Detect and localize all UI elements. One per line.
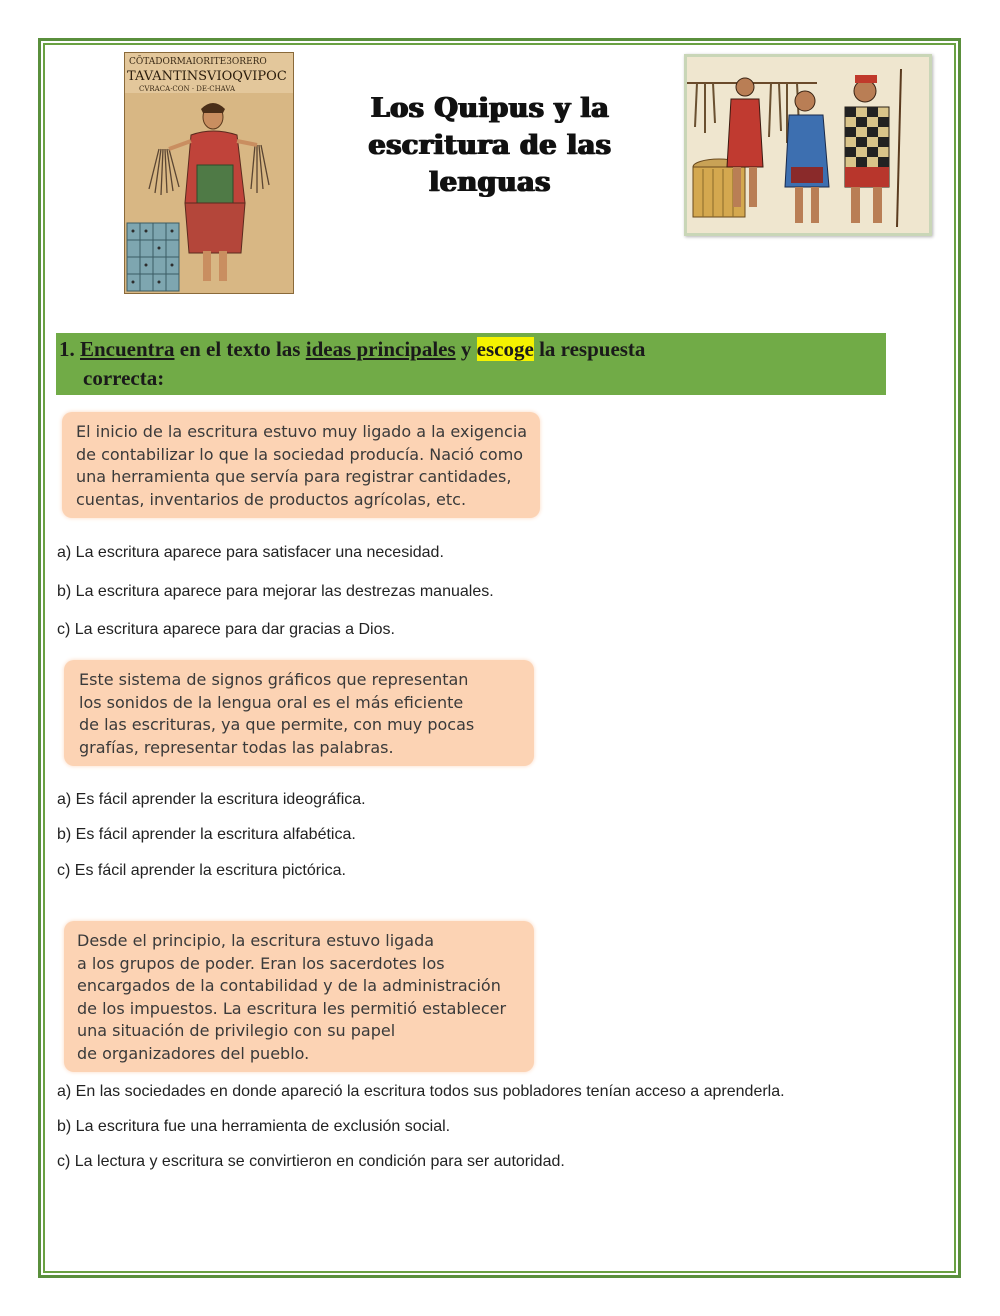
title-line-3: lenguas [429,167,551,198]
instruction-word-escoge: escoge [476,337,534,361]
title-line-1: Los Quipus y la [370,93,610,124]
instruction-word-encuentra: Encuentra [80,337,175,361]
text-box-1-line-2: de contabilizar lo que la sociedad producía. Nació como [76,444,524,464]
text-box-2-line-2: los sonidos de la lengua oral es el más eficiente [79,692,464,712]
text-box-3-line-2: a los grupos de poder. Eran los sacerdotes los [77,953,445,973]
text-box-2-line-3: de las escrituras, ya que permite, con muy pocas [79,715,475,734]
caption-line-2: TAVANTINSVIOQVIPOC [127,69,287,84]
instruction-word-ideas: ideas principales [305,337,456,361]
question-3-option-b[interactable]: b) La escritura fue una herramienta de exclusión social. [57,1118,451,1135]
text-box-3-line-5: una situación de privilegio con su papel [77,1021,396,1040]
question-1-option-c[interactable]: c) La escritura aparece para dar gracias a Dios. [57,621,395,638]
text-box-3-line-3: encargados de la contabilidad y de la administración [77,976,501,995]
instruction-text-2: y [455,337,477,361]
title-line-2: escritura de las [368,130,612,161]
text-box-1 [62,412,540,518]
question-3-option-a[interactable]: a) En las sociedades en donde apareció la escritura todos sus pobladores tenían acceso a aprenderla. [57,1083,785,1100]
question-2-option-b[interactable]: b) Es fácil aprender la escritura alfabética. [57,826,356,843]
text-box-3-line-6: de organizadores del pueblo. [77,1043,310,1063]
inca-illustration [684,54,932,236]
question-1-option-b[interactable]: b) La escritura aparece para mejorar las destrezas manuales. [57,583,494,600]
text-box-1-line-1: El inicio de la escritura estuvo muy ligado a la exigencia [76,422,528,441]
text-box-2 [64,660,534,766]
question-3-option-c[interactable]: c) La lectura y escritura se convirtieron en condición para ser autoridad. [57,1153,565,1170]
inca-figures-drawing-icon [687,57,929,233]
question-1-option-a[interactable]: a) La escritura aparece para satisfacer una necesidad. [57,544,444,561]
page-title [330,90,650,201]
instruction-text-1: en el texto las [174,337,306,361]
caption-line-1: CŌTADORMAIORITE3ORERO [129,57,267,67]
quipu-illustration [124,52,294,294]
text-box-1-line-3: una herramienta que servía para registrar cantidades, [76,467,512,486]
text-box-1-line-4: cuentas, inventarios de productos agrícolas, etc. [76,489,467,509]
instruction-text-3: la respuesta [533,337,646,361]
text-box-2-line-1: Este sistema de signos gráficos que representan [79,670,469,689]
instruction-line-2: correcta: [83,366,165,390]
text-box-3 [64,921,534,1072]
text-box-2-line-4: grafías, representar todas las palabras. [79,737,394,757]
caption-line-3: CVRACA·CON · DE·CHAVA [139,85,236,93]
text-box-3-line-4: de los impuestos. La escritura les permitió establecer [77,998,507,1018]
quipucamayoc-drawing-icon [125,53,293,293]
text-box-3-line-1: Desde el principio, la escritura estuvo ligada [77,931,435,950]
question-2-option-c[interactable]: c) Es fácil aprender la escritura pictórica. [57,862,346,879]
question-2-option-a[interactable]: a) Es fácil aprender la escritura ideográfica. [57,791,366,808]
instruction-number: 1. [59,337,75,361]
instruction-banner [56,333,886,395]
